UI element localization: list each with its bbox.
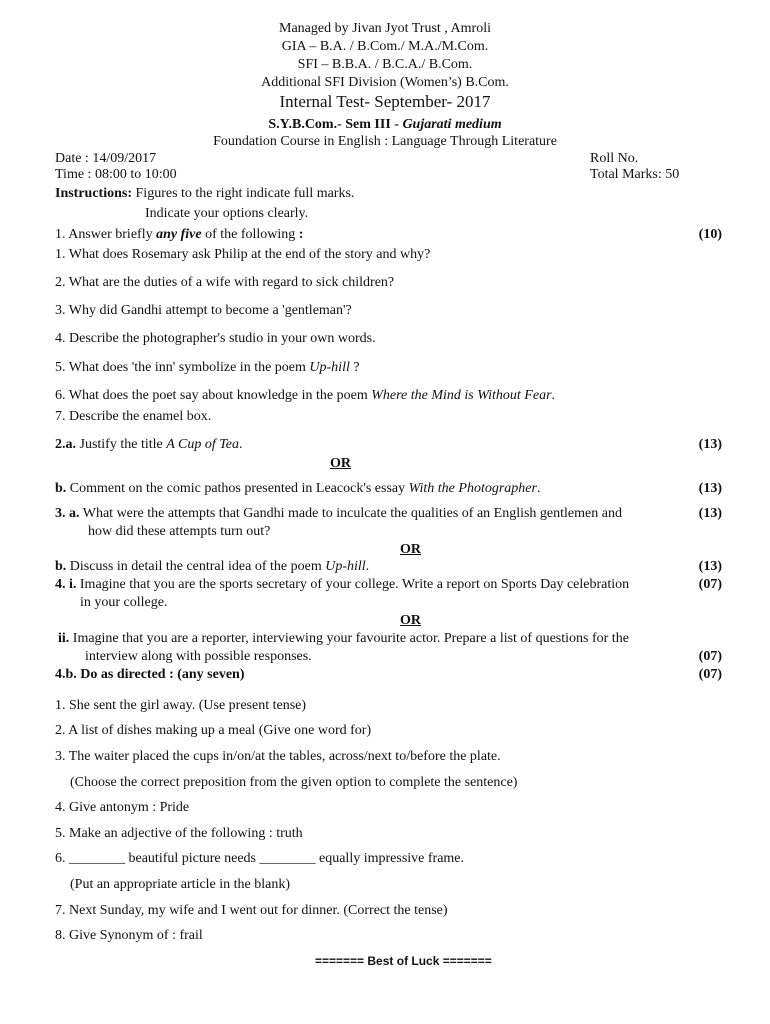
q1-marks: (10) xyxy=(698,227,722,242)
q1-colon: : xyxy=(298,227,304,242)
class-line xyxy=(0,116,770,133)
q1-item: 3. Why did Gandhi attempt to become a 'gentleman'? xyxy=(55,303,352,318)
grammar-item-note: (Put an appropriate article in the blank) xyxy=(70,877,291,892)
q3b-marks: (13) xyxy=(698,559,722,574)
q3a-question-cont: how did these attempts turn out? xyxy=(88,524,271,539)
class-label: S.Y.B.Com.- Sem III - xyxy=(268,117,403,132)
course-line: Foundation Course in English : Language Through Literature xyxy=(213,134,557,149)
q1-item: 5. What does 'the inn' symbolize in the poem Up-hill ? xyxy=(55,360,360,375)
q4b-marks: (07) xyxy=(698,667,722,682)
medium-label: Gujarati medium xyxy=(402,117,502,132)
q1-item: 2. What are the duties of a wife with regard to sick children? xyxy=(55,275,395,290)
q1-emphasis: any five xyxy=(156,227,202,242)
or-separator: OR xyxy=(400,613,421,628)
exam-time: Time : 08:00 to 10:00 xyxy=(55,167,177,182)
sfi-line: SFI – B.B.A. / B.C.A./ B.Com. xyxy=(297,57,473,72)
q3a-marks: (13) xyxy=(698,506,722,521)
grammar-item: 6. ________ beautiful picture needs ________ equally impressive frame. xyxy=(55,851,465,866)
q1-item: 6. What does the poet say about knowledge in the poem Where the Mind is Without Fear. xyxy=(55,388,556,403)
q1-prefix: 1. Answer briefly xyxy=(55,227,157,242)
grammar-item: 1. She sent the girl away. (Use present tense) xyxy=(55,698,307,713)
gia-line: GIA – B.A. / B.Com./ M.A./M.Com. xyxy=(281,39,489,54)
trust-line: Managed by Jivan Jyot Trust , Amroli xyxy=(279,21,491,36)
grammar-item: 2. A list of dishes making up a meal (Give one word for) xyxy=(55,723,372,738)
q4i-question-cont: in your college. xyxy=(80,595,168,610)
or-separator: OR xyxy=(330,456,351,471)
instructions-line xyxy=(55,185,354,202)
q1-heading xyxy=(55,226,303,243)
grammar-item: 7. Next Sunday, my wife and I went out for dinner. (Correct the tense) xyxy=(55,903,448,918)
grammar-item: 8. Give Synonym of : frail xyxy=(55,928,203,943)
q1-item: 7. Describe the enamel box. xyxy=(55,409,212,424)
division-line: Additional SFI Division (Women’s) B.Com. xyxy=(261,75,509,90)
q3a-question: 3. a. What were the attempts that Gandhi made to inculcate the qualities of an English gentlemen and xyxy=(55,506,622,521)
total-marks: Total Marks: 50 xyxy=(590,167,680,182)
q4ii-question-cont: interview along with possible responses. xyxy=(85,649,312,664)
q4i-question: 4. i. Imagine that you are the sports secretary of your college. Write a report on Sports Day celebration xyxy=(55,577,630,592)
grammar-item: 3. The waiter placed the cups in/on/at the tables, across/next to/before the plate. xyxy=(55,749,501,764)
q4i-marks: (07) xyxy=(698,577,722,592)
q4b-heading: 4.b. Do as directed : (any seven) xyxy=(55,667,245,682)
q2a-question: 2.a. Justify the title A Cup of Tea. xyxy=(55,437,243,452)
exam-date: Date : 14/09/2017 xyxy=(55,151,157,166)
q2b-question: b. Comment on the comic pathos presented in Leacock's essay With the Photographer. xyxy=(55,481,541,496)
roll-number: Roll No. xyxy=(590,151,639,166)
instructions-text: Figures to the right indicate full marks. xyxy=(132,186,355,201)
q1-item: 1. What does Rosemary ask Philip at the end of the story and why? xyxy=(55,247,431,262)
q1-item: 4. Describe the photographer's studio in your own words. xyxy=(55,331,376,346)
best-of-luck-footer: ======= Best of Luck ======= xyxy=(315,954,492,968)
grammar-item: 5. Make an adjective of the following : truth xyxy=(55,826,303,841)
test-title: Internal Test- September- 2017 xyxy=(279,92,491,111)
q2b-marks: (13) xyxy=(698,481,722,496)
q3b-question: b. Discuss in detail the central idea of the poem Up-hill. xyxy=(55,559,370,574)
q2a-marks: (13) xyxy=(698,437,722,452)
q1-suffix: of the following xyxy=(201,227,299,242)
grammar-item-note: (Choose the correct preposition from the given option to complete the sentence) xyxy=(70,775,518,790)
q4ii-marks: (07) xyxy=(698,649,722,664)
instructions-label: Instructions: xyxy=(55,186,133,201)
grammar-item: 4. Give antonym : Pride xyxy=(55,800,190,815)
instructions-text-2: Indicate your options clearly. xyxy=(145,206,309,221)
or-separator: OR xyxy=(400,542,421,557)
q4ii-question: ii. Imagine that you are a reporter, interviewing your favourite actor. Prepare a list of questions for the xyxy=(58,631,629,646)
